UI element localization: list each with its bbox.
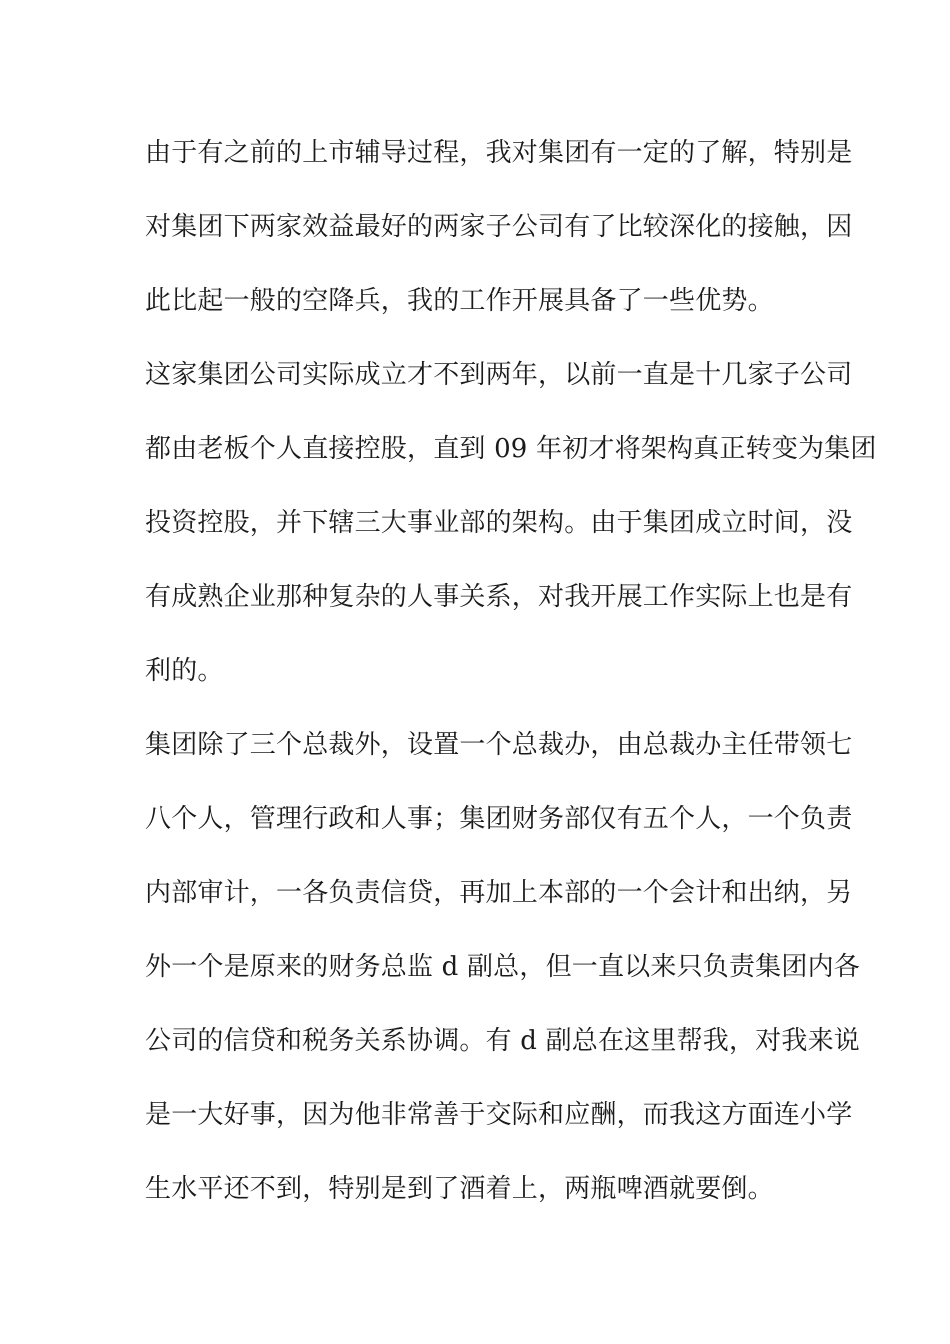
text-line: 都由老板个人直接控股，直到 09 年初才将架构真正转变为集团: [145, 434, 877, 464]
text-line: 对集团下两家效益最好的两家子公司有了比较深化的接触，因: [145, 212, 853, 242]
text-line: 此比起一般的空降兵，我的工作开展具备了一些优势。: [145, 286, 774, 316]
text-line: 有成熟企业那种复杂的人事关系，对我开展工作实际上也是有: [145, 582, 853, 612]
text-line: 内部审计，一各负责信贷，再加上本部的一个会计和出纳，另: [145, 878, 853, 908]
text-line: 集团除了三个总裁外，设置一个总裁办，由总裁办主任带领七: [145, 730, 853, 760]
text-line: 由于有之前的上市辅导过程，我对集团有一定的了解，特别是: [145, 138, 853, 168]
text-line: 公司的信贷和税务关系协调。有 d 副总在这里帮我，对我来说: [145, 1026, 860, 1056]
text-line: 利的。: [145, 656, 224, 686]
text-line: 投资控股，并下辖三大事业部的架构。由于集团成立时间，没: [145, 508, 853, 538]
text-line: 生水平还不到，特别是到了酒着上，两瓶啤酒就要倒。: [145, 1174, 774, 1204]
text-line: 是一大好事，因为他非常善于交际和应酬，而我这方面连小学: [145, 1100, 853, 1130]
text-line: 八个人，管理行政和人事；集团财务部仅有五个人，一个负责: [145, 804, 853, 834]
text-line: 这家集团公司实际成立才不到两年，以前一直是十几家子公司: [145, 360, 853, 390]
text-line: 外一个是原来的财务总监 d 副总，但一直以来只负责集团内各: [145, 952, 860, 982]
